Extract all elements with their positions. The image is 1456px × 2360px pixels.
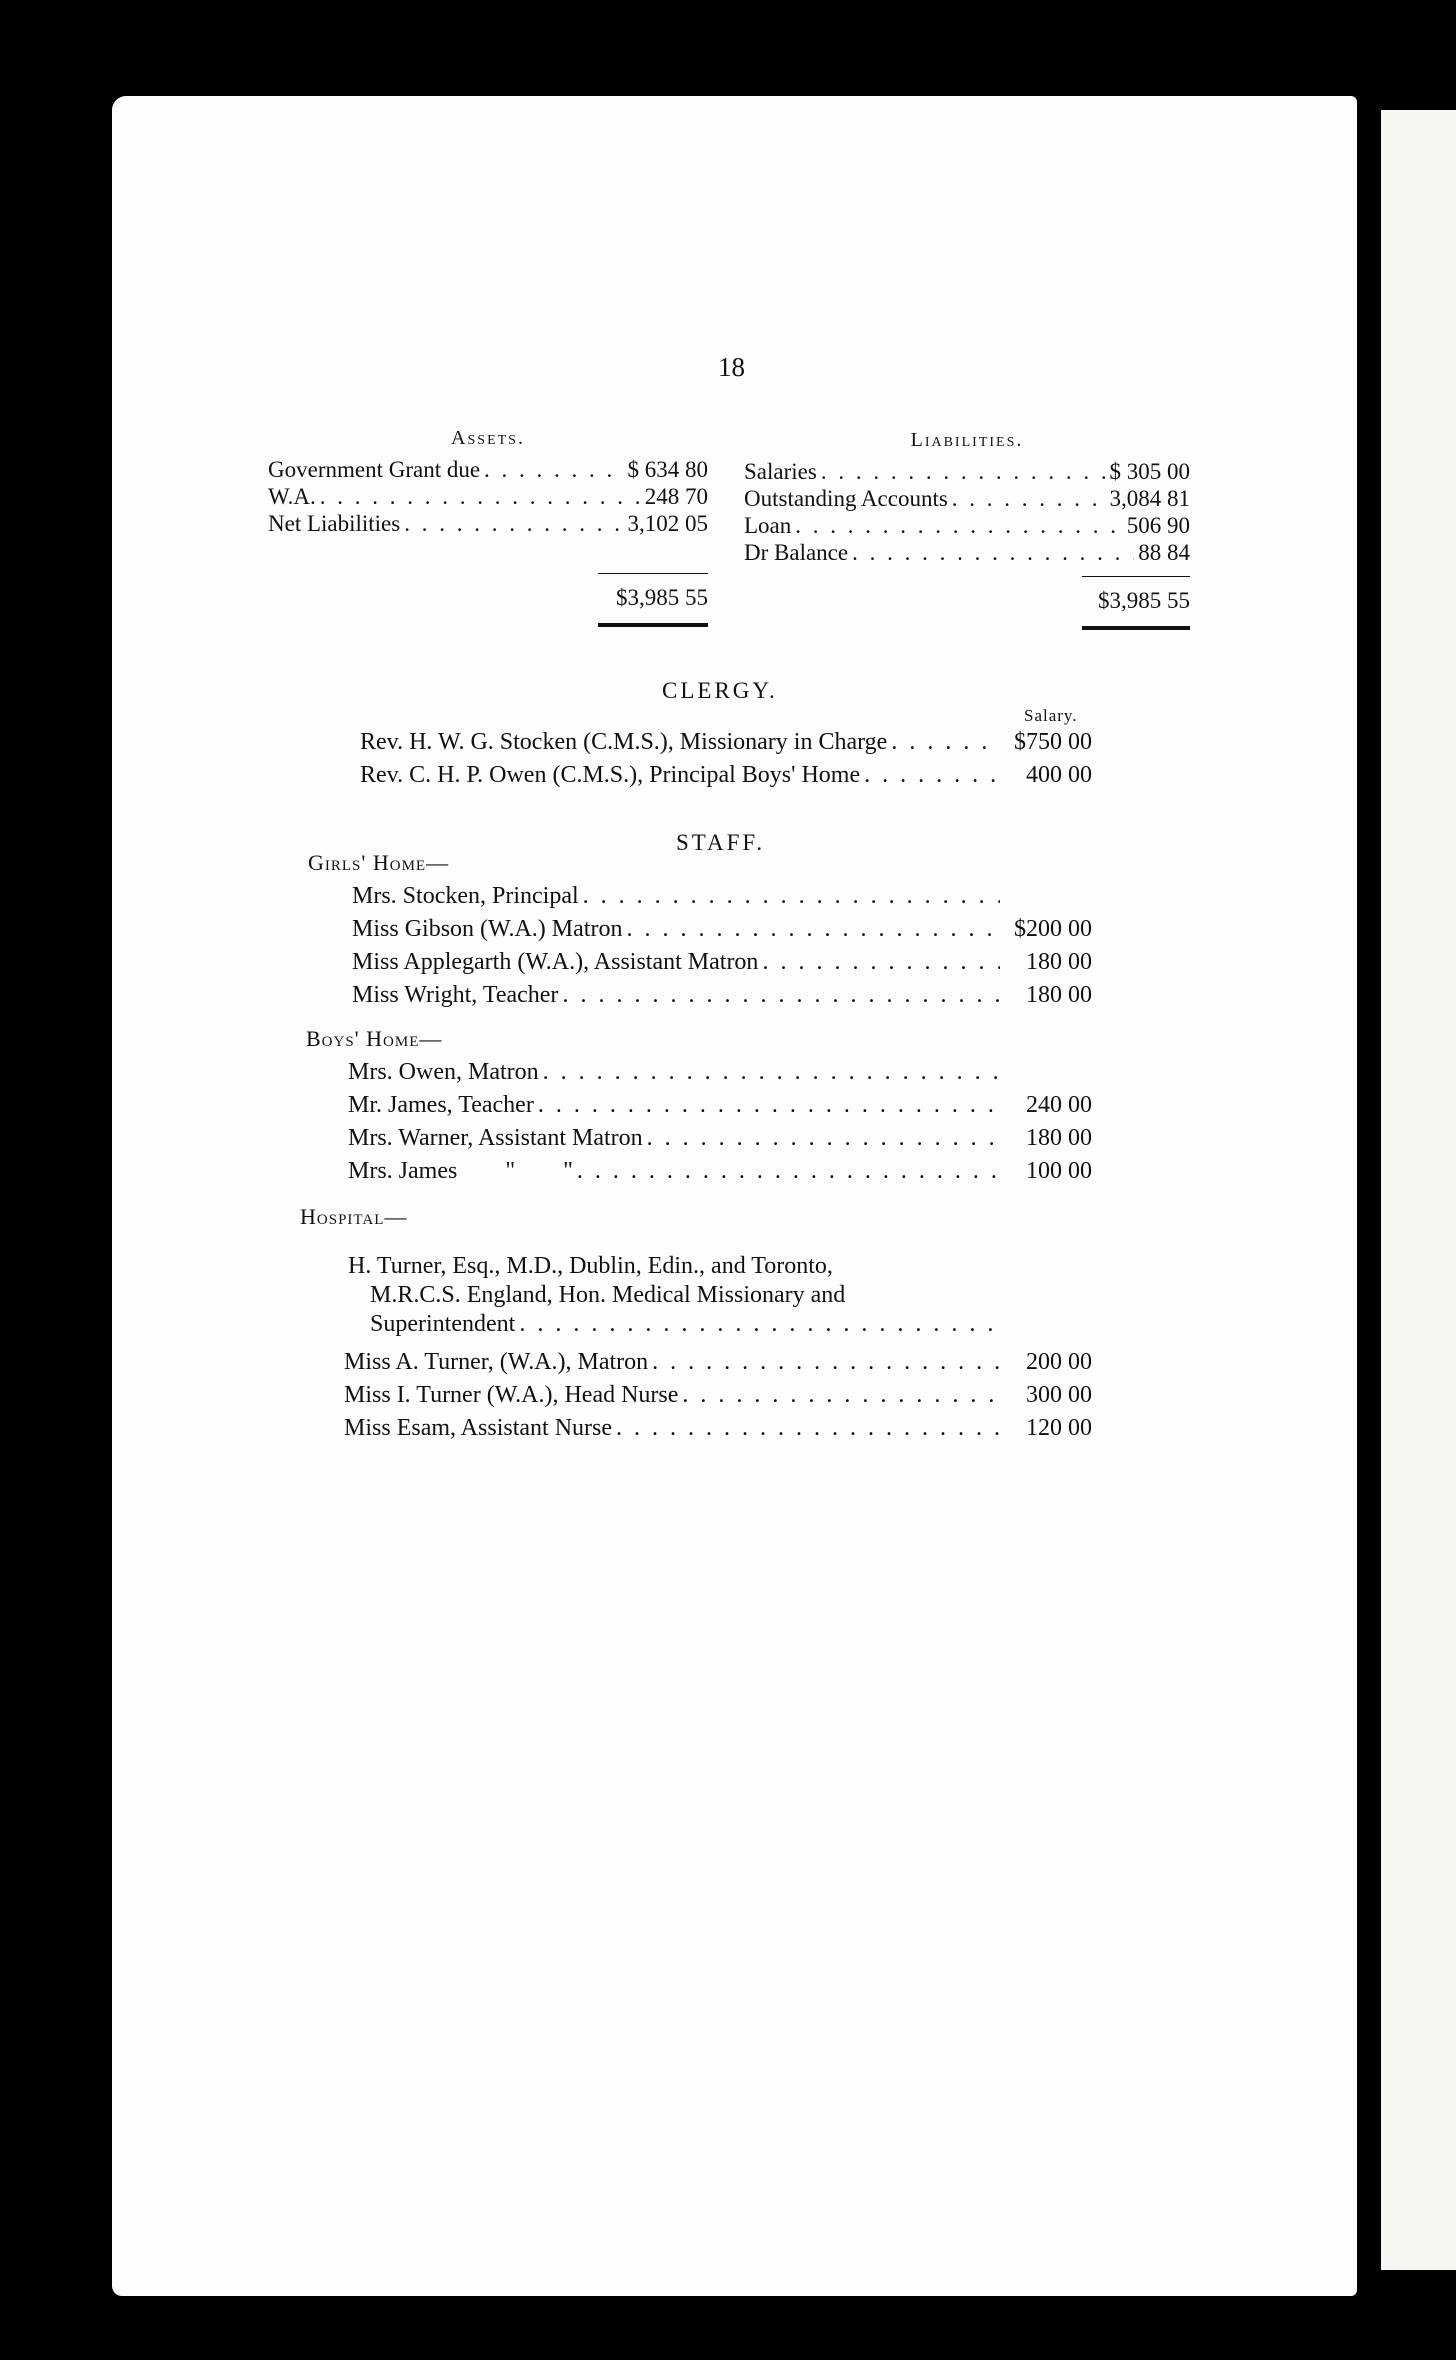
list-item [352,979,1092,1012]
clergy-list [360,726,1092,792]
table-row [268,483,708,510]
leader-dots [652,1346,1006,1379]
total-double-rule [1082,626,1190,630]
leader-dots [519,1310,1000,1339]
list-item [352,880,1092,913]
leader-dots [484,456,623,483]
item-label: Rev. C. H. P. Owen (C.M.S.), Principal Boys' Home [360,762,861,788]
list-item [348,1056,1092,1089]
row-amount: $ 634 80 [627,457,708,482]
boys-home-list [348,1056,1092,1188]
leader-dots [543,1056,1000,1089]
item-amount: 240 00 [1026,1092,1092,1118]
item-label: Mrs. Warner, Assistant Matron [348,1125,643,1151]
item-amount: 180 00 [1026,949,1092,975]
liabilities-table [744,427,1190,630]
girls-home-heading: Girls' Home— [308,850,450,875]
row-amount: $ 305 00 [1109,459,1190,484]
item-label: Miss Applegarth (W.A.), Assistant Matron [352,949,759,975]
total-rule [1082,576,1190,577]
leader-dots [626,913,1000,946]
leader-dots [821,458,1106,485]
item-amount: 120 00 [1026,1415,1092,1441]
list-item [348,1089,1092,1122]
liabilities-total: $3,985 55 [1098,588,1190,613]
item-amount: 200 00 [1026,1349,1092,1375]
total-double-rule [598,623,708,627]
item-label: Mrs. Owen, Matron [348,1059,539,1085]
row-label: Net Liabilities [268,511,401,536]
boys-home-heading: Boys' Home— [306,1026,443,1051]
item-amount: $200 00 [1014,916,1092,942]
assets-table [268,425,708,627]
hospital-list [344,1346,1092,1445]
item-label: Miss Gibson (W.A.) Matron [352,916,623,942]
leader-dots [952,485,1106,512]
item-amount: $750 00 [1014,729,1092,755]
list-item [360,759,1092,792]
item-label: Mrs. Stocken, Principal [352,883,579,909]
row-amount: 3,102 05 [627,511,708,536]
list-item [352,946,1092,979]
item-label: Mrs. James " " [348,1158,573,1184]
row-amount: 3,084 81 [1109,486,1190,511]
leader-dots [577,1155,1000,1188]
leader-dots [762,946,1000,979]
liabilities-heading: Liabilities. [910,429,1024,451]
assets-total-block [598,573,708,627]
row-label: Dr Balance [744,540,849,565]
leader-dots [562,979,1000,1012]
leader-dots [682,1379,1006,1412]
item-amount: 400 00 [1026,762,1092,788]
row-label: Salaries [744,459,817,484]
girls-home-list [352,880,1092,1012]
superintendent-line: M.R.C.S. England, Hon. Medical Missionary and [370,1282,846,1308]
leader-dots [795,512,1122,539]
row-amount: 248 70 [644,484,708,509]
leader-dots [538,1089,1000,1122]
table-row [744,485,1190,512]
table-row [744,512,1190,539]
hospital-heading: Hospital— [300,1204,408,1229]
list-item [344,1346,1092,1379]
list-item [348,1155,1092,1188]
row-label: Outstanding Accounts [744,486,948,511]
liabilities-total-block [1082,576,1190,630]
superintendent-line: H. Turner, Esq., M.D., Dublin, Edin., and Toronto, [348,1253,833,1279]
superintendent-line [348,1310,1004,1339]
leader-dots [647,1122,1000,1155]
next-page-strip [1381,110,1456,2270]
table-row [268,510,708,537]
salary-column-label: Salary. [1024,706,1078,725]
hospital-superintendent [348,1252,1004,1339]
item-label: Miss Wright, Teacher [352,982,559,1008]
row-amount: 506 90 [1126,513,1190,538]
row-label: W.A. [268,484,316,509]
assets-heading: Assets. [451,427,525,449]
item-amount: 180 00 [1026,982,1092,1008]
row-label: Government Grant due [268,457,481,482]
item-amount: 100 00 [1026,1158,1092,1184]
superintendent-title: Superintendent [370,1311,516,1337]
list-item [360,726,1092,759]
list-item [344,1412,1092,1445]
leader-dots [320,483,641,510]
leader-dots [616,1412,1006,1445]
clergy-title: CLERGY. [662,678,778,703]
leader-dots [852,539,1134,566]
item-label: Mr. James, Teacher [348,1092,534,1118]
assets-total: $3,985 55 [616,585,708,610]
row-label: Loan [744,513,792,538]
page-number: 18 [718,352,745,382]
leader-dots [404,510,623,537]
leader-dots [583,880,1000,913]
item-amount: 300 00 [1026,1382,1092,1408]
total-rule [598,573,708,574]
item-label: Rev. H. W. G. Stocken (C.M.S.), Missionary in Charge [360,729,888,755]
leader-dots [864,759,1000,792]
table-row [744,458,1190,485]
list-item [348,1122,1092,1155]
table-row [744,539,1190,566]
item-label: Miss Esam, Assistant Nurse [344,1415,613,1441]
staff-title: STAFF. [676,830,766,855]
item-label: Miss A. Turner, (W.A.), Matron [344,1349,649,1375]
item-amount: 180 00 [1026,1125,1092,1151]
list-item [352,913,1092,946]
item-label: Miss I. Turner (W.A.), Head Nurse [344,1382,679,1408]
table-row [268,456,708,483]
leader-dots [891,726,1000,759]
row-amount: 88 84 [1138,540,1190,565]
page-edge [1357,96,1381,2296]
list-item [344,1379,1092,1412]
